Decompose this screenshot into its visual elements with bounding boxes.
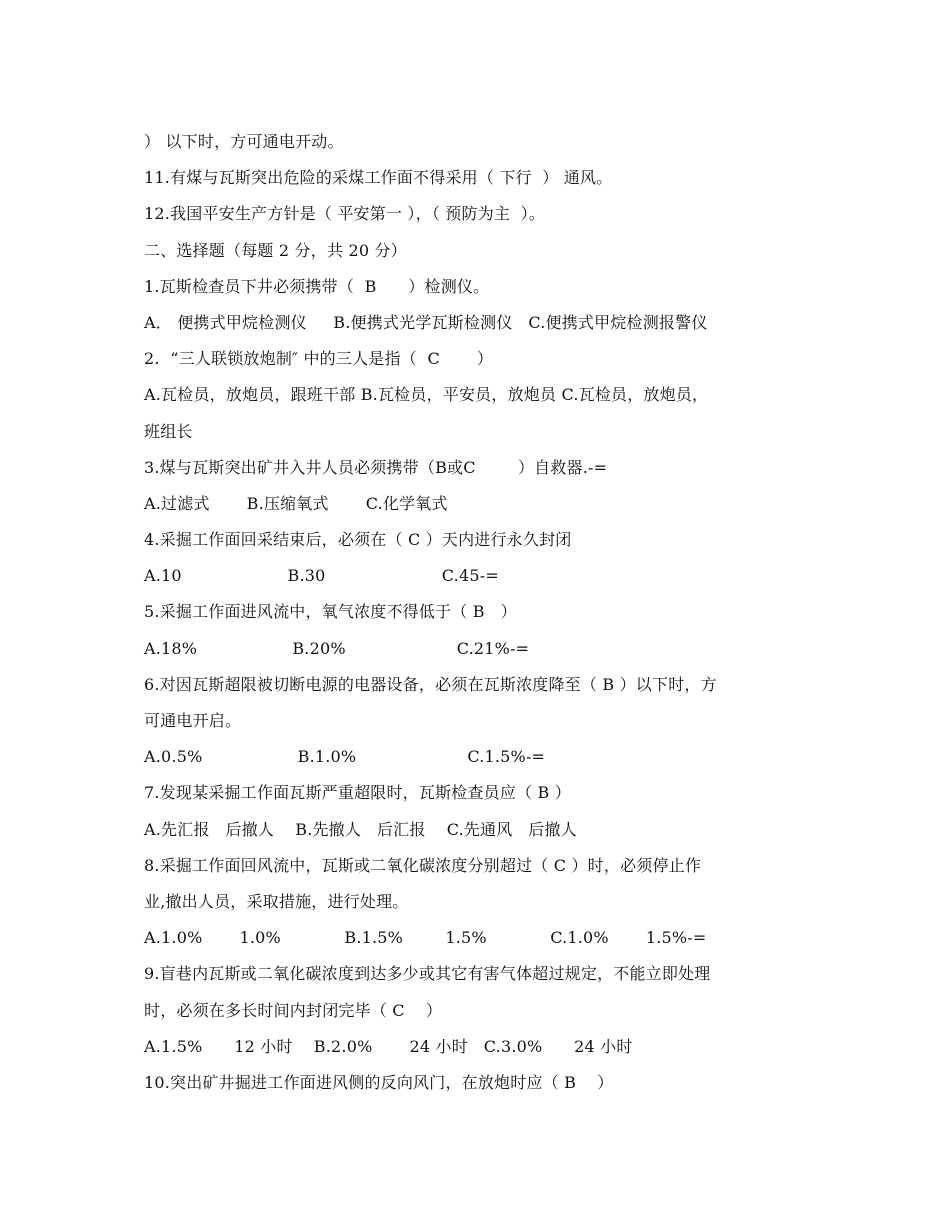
mc-question-3: 3.煤与瓦斯突出矿井入井人员必须携带（B或C ）自救器.-= xyxy=(144,457,608,477)
document-body xyxy=(144,124,824,1101)
mc-question-4: 4.采掘工作面回采结束后，必须在（ C ）天内进行永久封闭 xyxy=(144,530,572,550)
mc-options-1: A． 便携式甲烷检测仪 B.便携式光学瓦斯检测仪 C.便携式甲烷检测报警仪 xyxy=(144,312,708,332)
mc-question-7: 7.发现某采掘工作面瓦斯严重超限时，瓦斯检查员应（ B ） xyxy=(144,783,571,803)
mc-options-5: A.18% B.20% C.21%-= xyxy=(144,638,530,658)
mc-options-4: A.10 B.30 C.45-= xyxy=(144,566,499,586)
mc-question-8-continued: 业,撤出人员，采取措施，进行处理。 xyxy=(144,891,409,911)
question-11: 11.有煤与瓦斯突出危险的采煤工作面不得采用（ 下行 ） 通风。 xyxy=(144,168,613,188)
mc-question-2: 2. “三人联锁放炮制″ 中的三人是指（ C ） xyxy=(144,349,494,369)
question-12: 12.我国平安生产方针是（ 平安第一 ），（ 预防为主 ）。 xyxy=(144,204,546,224)
mc-question-6-continued: 可通电开启。 xyxy=(144,711,242,730)
mc-options-7: A.先汇报 后撤人 B.先撤人 后汇报 C.先通风 后撤人 xyxy=(144,819,577,839)
mc-question-10: 10.突出矿井掘进工作面进风侧的反向风门，在放炮时应（ B ） xyxy=(144,1072,614,1092)
mc-options-9: A.1.5% 12 小时 B.2.0% 24 小时 C.3.0% 24 小时 xyxy=(144,1036,633,1056)
mc-question-5: 5.采掘工作面进风流中，氧气浓度不得低于（ B ） xyxy=(144,602,517,622)
mc-question-9: 9.盲巷内瓦斯或二氧化碳浓度到达多少或其它有害气体超过规定，不能立即处理 xyxy=(144,964,711,984)
mc-options-8: A.1.0% 1.0% B.1.5% 1.5% C.1.0% 1.5%-= xyxy=(144,928,707,948)
mc-options-6: A.0.5% B.1.0% C.1.5%-= xyxy=(144,747,546,767)
mc-options-2-continued: 班组长 xyxy=(144,421,193,441)
mc-question-6: 6.对因瓦斯超限被切断电源的电器设备，必须在瓦斯浓度降至（ B ）以下时，方 xyxy=(144,674,717,694)
mc-question-9-continued: 时，必须在多长时间内封闭完毕（ C ） xyxy=(144,1000,443,1020)
mc-question-8: 8.采掘工作面回风流中，瓦斯或二氧化碳浓度分别超过（ C ）时，必须停止作 xyxy=(144,855,702,875)
section-heading: 二、选择题（每题 2 分，共 20 分） xyxy=(144,240,407,260)
mc-options-2: A.瓦检员，放炮员，跟班干部 B.瓦检员，平安员，放炮员 C.瓦检员，放炮员， xyxy=(144,385,709,405)
text-line: ） 以下时，方可通电开动。 xyxy=(144,132,344,151)
mc-question-1: 1.瓦斯检查员下井必须携带（ B ）检测仪。 xyxy=(144,276,490,296)
mc-options-3: A.过滤式 B.压缩氧式 C.化学氧式 xyxy=(144,493,448,513)
